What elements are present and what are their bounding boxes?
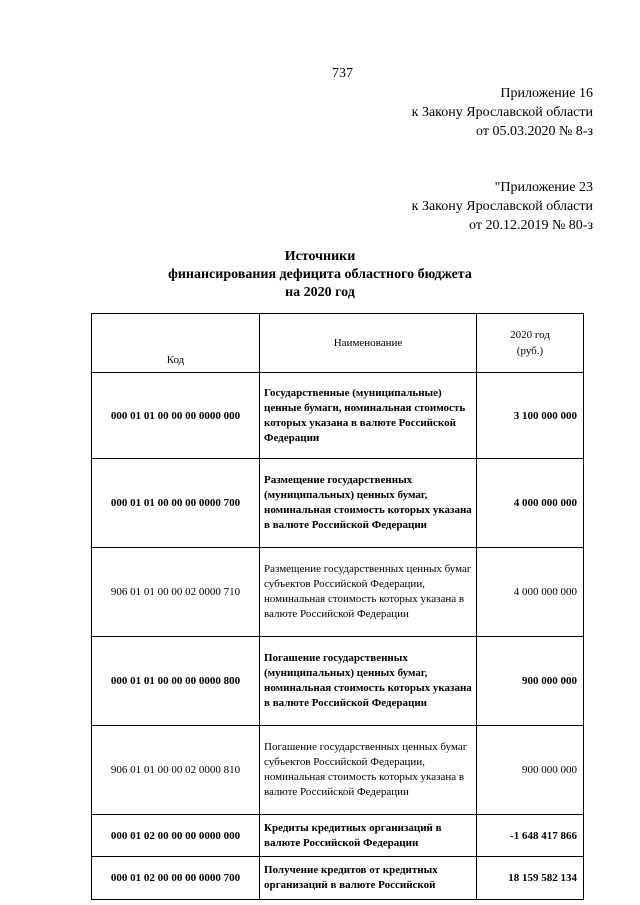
appendix-current-line3: от 05.03.2020 № 8-з — [476, 124, 593, 139]
table-row — [92, 726, 584, 815]
row-amount: -1 648 417 866 — [477, 815, 584, 857]
appendix-current-line2: к Закону Ярославской области — [411, 105, 593, 120]
appendix-previous-line2: к Закону Ярославской области — [411, 199, 593, 214]
appendix-previous-line1: "Приложение 23 — [494, 180, 593, 195]
header-amount-unit: (руб.) — [516, 345, 544, 357]
header-amount — [477, 314, 584, 373]
header-code: Код — [92, 314, 260, 373]
row-amount: 900 000 000 — [477, 726, 584, 815]
page-number: 737 — [332, 66, 353, 81]
table-row — [92, 373, 584, 459]
row-name: Размещение государственных ценных бумаг субъектов Российской Федерации, номинальная стоимость которых указана в валюте Российской Федерации — [260, 548, 477, 637]
title-line3: на 2020 год — [285, 285, 355, 300]
row-code: 000 01 01 00 00 00 0000 800 — [92, 637, 260, 726]
row-amount: 900 000 000 — [477, 637, 584, 726]
header-amount-year: 2020 год — [510, 329, 550, 341]
header-name: Наименование — [260, 314, 477, 373]
row-amount: 18 159 582 134 — [477, 857, 584, 900]
row-code: 000 01 02 00 00 00 0000 000 — [92, 815, 260, 857]
row-name: Погашение государственных ценных бумаг субъектов Российской Федерации, номинальная стоимость которых указана в валюте Российской Федерации — [260, 726, 477, 815]
table-header-row — [92, 314, 584, 373]
appendix-current-line1: Приложение 16 — [500, 86, 593, 101]
row-name: Государственные (муниципальные) ценные бумаги, номинальная стоимость которых указана в валюте Российской Федерации — [260, 373, 477, 459]
row-amount: 4 000 000 000 — [477, 459, 584, 548]
row-name: Получение кредитов от кредитных организаций в валюте Российской — [260, 857, 477, 900]
budget-sources-table — [91, 313, 584, 900]
row-name: Размещение государственных (муниципальных) ценных бумаг, номинальная стоимость которых указана в валюте Российской Федерации — [260, 459, 477, 548]
row-code: 000 01 01 00 00 00 0000 000 — [92, 373, 260, 459]
appendix-current-header — [412, 84, 593, 141]
table-row — [92, 548, 584, 637]
row-code: 000 01 01 00 00 00 0000 700 — [92, 459, 260, 548]
title-line2: финансирования дефицита областного бюджета — [168, 267, 472, 282]
row-name: Кредиты кредитных организаций в валюте Российской Федерации — [260, 815, 477, 857]
row-amount: 4 000 000 000 — [477, 548, 584, 637]
title-line1: Источники — [284, 249, 356, 264]
appendix-previous-line3: от 20.12.2019 № 80-з — [469, 218, 593, 233]
document-title — [0, 248, 640, 302]
row-code: 906 01 01 00 00 02 0000 810 — [92, 726, 260, 815]
table-row — [92, 857, 584, 900]
appendix-previous-header — [412, 178, 593, 235]
row-code: 000 01 02 00 00 00 0000 700 — [92, 857, 260, 900]
table-row — [92, 459, 584, 548]
table-row — [92, 637, 584, 726]
row-code: 906 01 01 00 00 02 0000 710 — [92, 548, 260, 637]
row-amount: 3 100 000 000 — [477, 373, 584, 459]
table-row — [92, 815, 584, 857]
row-name: Погашение государственных (муниципальных) ценных бумаг, номинальная стоимость которых указана в валюте Российской Федерации — [260, 637, 477, 726]
